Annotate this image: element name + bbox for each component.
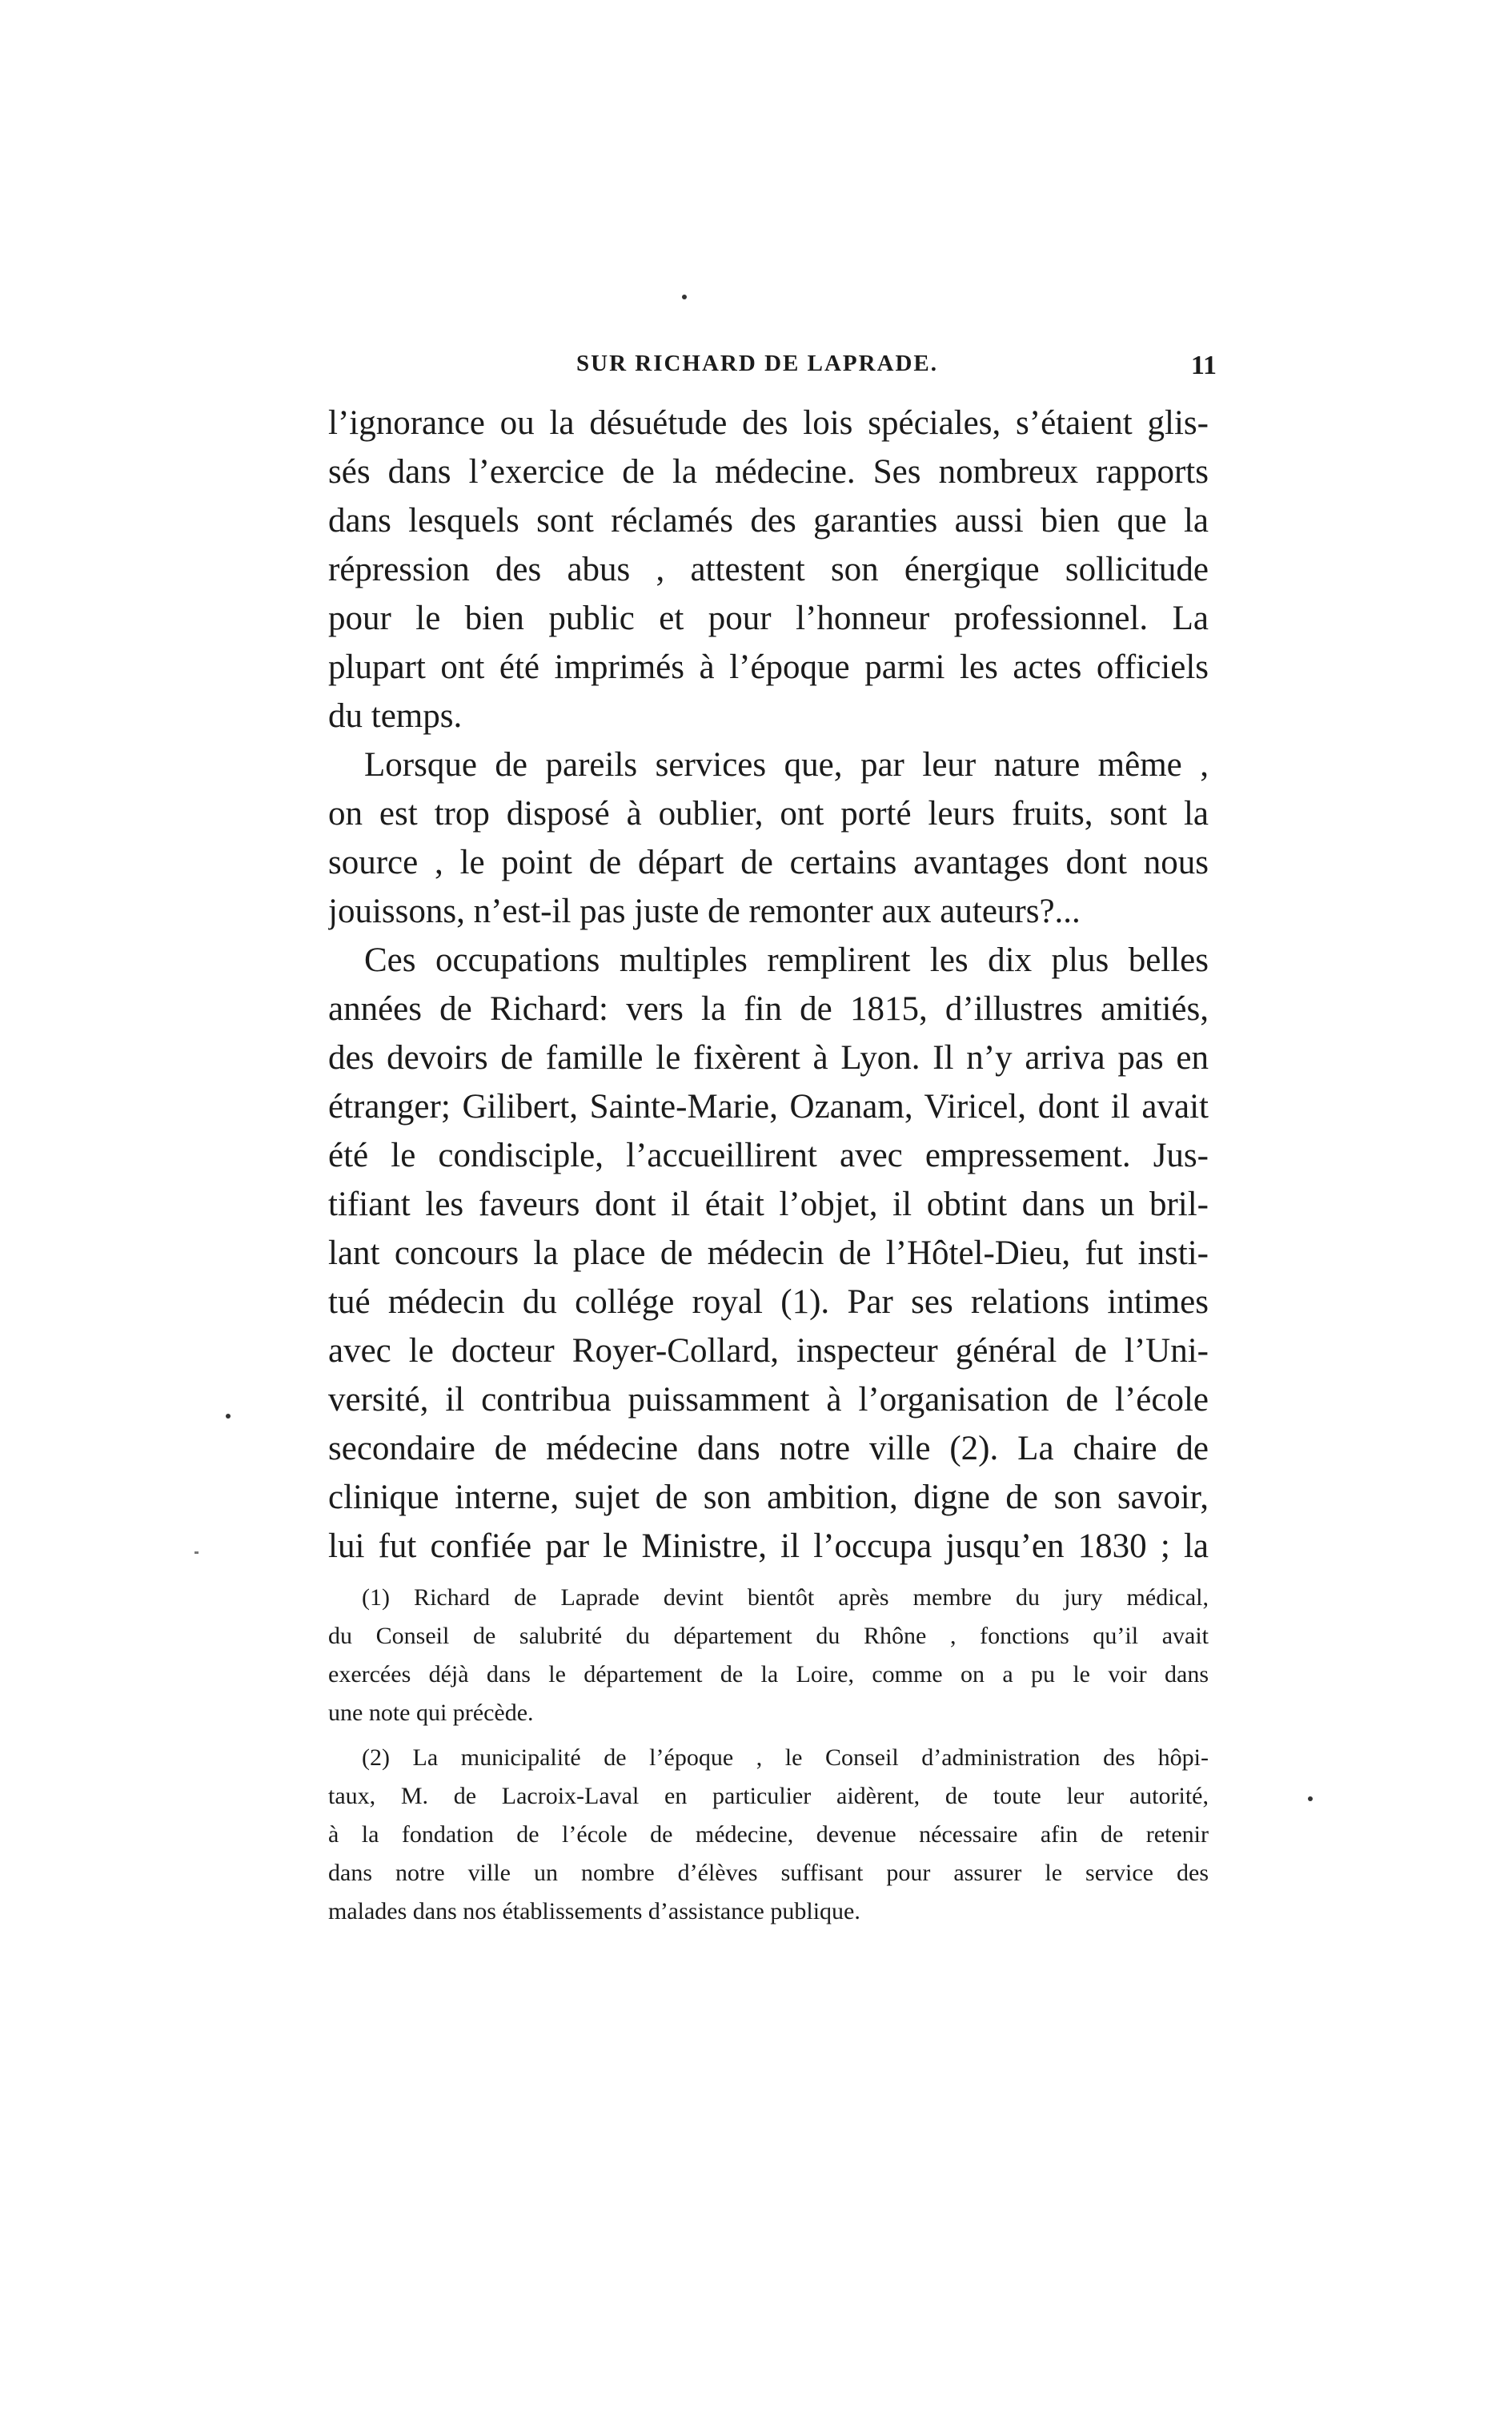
text-line: étranger; Gilibert, Sainte-Marie, Ozanam, Viricel, dont il avait <box>328 1088 1209 1126</box>
footnote-1-line: exercées déjà dans le département de la Loire, comme on a pu le voir dans <box>328 1661 1209 1688</box>
text-line: clinique interne, sujet de son ambition, digne de son savoir, <box>328 1479 1209 1516</box>
text-line: tué médecin du collége royal (1). Par ses relations intimes <box>328 1283 1209 1321</box>
text-line: répression des abus , attestent son énergique sollicitude <box>328 551 1209 588</box>
footnote-1-line: (1) Richard de Laprade devint bientôt après membre du jury médical, <box>362 1584 1209 1611</box>
footnotes <box>328 1579 1209 1931</box>
text-line: des devoirs de famille le fixèrent à Lyon. Il n’y arriva pas en <box>328 1039 1209 1077</box>
text-line: versité, il contribua puissamment à l’organisation de l’école <box>328 1381 1209 1419</box>
print-speck <box>226 1414 231 1419</box>
print-speck <box>195 1551 199 1554</box>
footnote-2-line: dans notre ville un nombre d’élèves suffisant pour assurer le service des <box>328 1860 1209 1886</box>
footnote-2-line: taux, M. de Lacroix-Laval en particulier aidèrent, de toute leur autorité, <box>328 1783 1209 1809</box>
text-line: été le condisciple, l’accueillirent avec empressement. Jus- <box>328 1137 1209 1174</box>
body-text <box>328 399 1209 1571</box>
text-line: on est trop disposé à oublier, ont porté leurs fruits, sont la <box>328 795 1209 833</box>
footnote-gap <box>328 1732 1209 1739</box>
text-line: plupart ont été imprimés à l’époque parmi les actes officiels <box>328 648 1209 686</box>
paragraph-first-line: Ces occupations multiples remplirent les dix plus belles <box>364 941 1209 979</box>
text-line: source , le point de départ de certains avantages dont nous <box>328 844 1209 881</box>
text-line: secondaire de médecine dans notre ville (2). La chaire de <box>328 1430 1209 1467</box>
footnote-2-line: à la fondation de l’école de médecine, devenue nécessaire afin de retenir <box>328 1821 1209 1848</box>
text-line: jouissons, n’est-il pas juste de remonter aux auteurs?... <box>328 893 1081 930</box>
footnote-1-line: une note qui précède. <box>328 1700 534 1726</box>
text-line: lant concours la place de médecin de l’Hôtel-Dieu, fut insti- <box>328 1234 1209 1272</box>
text-line: tifiant les faveurs dont il était l’objet, il obtint dans un bril- <box>328 1186 1209 1223</box>
print-speck <box>1308 1796 1313 1801</box>
page-number: 11 <box>1190 351 1217 380</box>
text-line: dans lesquels sont réclamés des garanties aussi bien que la <box>328 502 1209 540</box>
running-head: SUR RICHARD DE LAPRADE. <box>576 351 939 376</box>
footnote-2-line: (2) La municipalité de l’époque , le Conseil d’administration des hôpi- <box>362 1744 1209 1771</box>
text-line: du temps. <box>328 697 463 735</box>
footnote-1-line: du Conseil de salubrité du département du Rhône , fonctions qu’il avait <box>328 1623 1209 1649</box>
text-line: pour le bien public et pour l’honneur professionnel. La <box>328 600 1209 637</box>
page-header <box>328 351 1217 391</box>
print-speck <box>682 295 687 299</box>
text-line: lui fut confiée par le Ministre, il l’occupa jusqu’en 1830 ; la <box>328 1527 1209 1565</box>
footnote-2-line: malades dans nos établissements d’assistance publique. <box>328 1898 860 1924</box>
text-line: années de Richard: vers la fin de 1815, d’illustres amitiés, <box>328 990 1209 1028</box>
text-line: avec le docteur Royer-Collard, inspecteur général de l’Uni- <box>328 1332 1209 1370</box>
paragraph-first-line: Lorsque de pareils services que, par leur nature même , <box>364 746 1209 784</box>
text-line: l’ignorance ou la désuétude des lois spéciales, s’étaient glis- <box>328 404 1209 442</box>
text-line: sés dans l’exercice de la médecine. Ses nombreux rapports <box>328 453 1209 491</box>
